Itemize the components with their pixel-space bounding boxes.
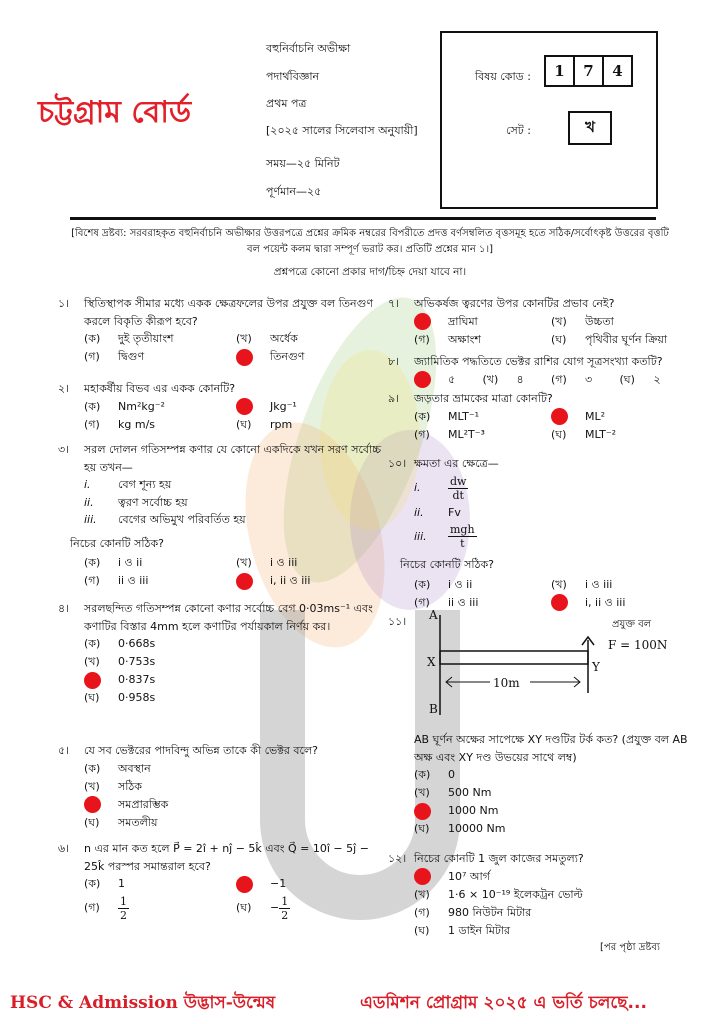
statement-label: ii.	[84, 495, 94, 509]
question-text: জ্যামিতিক পদ্ধতিতে ভেক্টর রাশির যোগ সূত্রসংখ্যা কতটি?	[414, 355, 663, 368]
statement-item	[84, 511, 388, 529]
option[interactable]	[414, 922, 688, 940]
option-correct[interactable]	[84, 796, 388, 814]
notice-no-marks: প্রশ্নপত্রে কোনো প্রকার দাগ/চিহ্ন দেয়া যাবে না।	[273, 266, 467, 278]
question-9	[388, 390, 688, 444]
question-7	[388, 295, 688, 349]
question-8	[388, 353, 688, 389]
option-text: দ্বিগুণ	[118, 350, 145, 364]
option-correct[interactable]	[551, 408, 688, 426]
time: সময়—২৫ মিনিট	[266, 157, 340, 170]
option-label: (খ)	[482, 372, 499, 386]
option-label: (গ)	[414, 595, 430, 609]
question-text: সরল দোলন গতিসম্পন্ন কণার যে কোনো একদিকে যখন সরণ সর্বোচ্চ হয় তখন—	[84, 443, 382, 474]
label-y: Y	[592, 660, 600, 674]
option-label: (খ)	[236, 556, 252, 570]
question-6	[58, 840, 388, 923]
option[interactable]	[84, 689, 388, 707]
option[interactable]	[551, 371, 620, 389]
option-text: 0	[448, 768, 455, 782]
question-text: স্থিতিস্থাপক সীমার মধ্যে একক ক্ষেত্রফলের উপর প্রযুক্ত বল তিনগুণ করলে বিকৃতি কীরূপ হবে?	[84, 297, 374, 328]
options	[58, 875, 388, 923]
options	[388, 313, 688, 349]
question-text: সরলছন্দিত গতিসম্পন্ন কোনো কণার সর্বোচ্চ বেগ 0·03ms⁻¹ এবং কণাটির বিস্তার 4mm হলে কণাটির পর্যায়কাল নির্ণয় কর।	[84, 602, 373, 633]
option-label: (ক)	[84, 556, 101, 570]
option-text: বেগের অভিমুখ পরিবর্তিত হয়	[118, 513, 246, 526]
fraction-sign: −	[270, 901, 280, 915]
option[interactable]	[84, 760, 388, 778]
statement-item	[414, 523, 688, 550]
option-label: (গ)	[551, 372, 567, 386]
option-text: i ও ii	[118, 556, 143, 570]
statement-item	[84, 494, 388, 512]
question-header	[58, 295, 388, 330]
option[interactable]	[84, 330, 236, 348]
option-text: Nm²kg⁻²	[118, 399, 165, 413]
set-label: সেট :	[506, 124, 531, 137]
option[interactable]	[414, 331, 551, 349]
option-label: (ক)	[84, 399, 101, 413]
numerator: 1	[120, 894, 127, 908]
numerator: mgh	[450, 523, 475, 536]
answer-filled-circle-icon	[236, 349, 253, 366]
option-label: (ক)	[84, 332, 101, 346]
option[interactable]	[84, 814, 388, 832]
question-3	[58, 441, 388, 590]
answer-filled-circle-icon	[236, 876, 253, 893]
option-text: ৩	[585, 372, 593, 386]
option[interactable]	[84, 635, 388, 653]
answer-filled-circle-icon	[236, 573, 253, 590]
subject-code	[546, 55, 633, 87]
answer-filled-circle-icon	[414, 371, 431, 388]
option[interactable]	[414, 784, 688, 802]
denominator: t	[460, 537, 465, 550]
option-label: (ক)	[84, 761, 101, 775]
question-number: ১২।	[388, 852, 407, 865]
option-label: (গ)	[84, 901, 100, 915]
option-correct[interactable]	[236, 875, 388, 893]
option-text: 1 ডাইন মিটার	[448, 923, 511, 937]
numerator: dw	[450, 474, 467, 488]
question-text: n এর মান কত হলে P⃗ = 2î + nĵ − 5k̂ এবং Q⃗ = 10î − 5ĵ − 25k̂ পরস্পর সমান্তরাল হবে?	[84, 842, 369, 873]
statement-label: ii.	[414, 505, 424, 519]
fraction	[118, 895, 129, 922]
answer-filled-circle-icon	[84, 796, 101, 813]
option[interactable]	[551, 331, 688, 349]
exam-type: বহুনির্বাচনি অভীক্ষা	[266, 42, 351, 55]
option-label: (খ)	[551, 314, 567, 328]
option-correct[interactable]	[236, 398, 388, 416]
option-text: ML²	[585, 409, 606, 423]
question-number: ১০।	[388, 457, 407, 470]
option-text: 0·837s	[118, 673, 156, 687]
option[interactable]	[414, 576, 551, 594]
option-text: i, ii ও iii	[585, 595, 626, 609]
denominator: 2	[120, 908, 127, 922]
option-label: (ঘ)	[414, 822, 430, 836]
option-text: তিনগুণ	[270, 350, 305, 364]
option-text: 0·958s	[118, 691, 156, 705]
options	[58, 398, 388, 434]
option[interactable]	[84, 554, 236, 572]
option-text: 0·753s	[118, 655, 156, 669]
paper: প্রথম পত্র	[266, 97, 307, 110]
option-label: (ক)	[414, 409, 431, 423]
option-correct[interactable]	[236, 348, 388, 366]
option-label: (ঘ)	[414, 923, 430, 937]
question-number: ৩।	[58, 443, 70, 456]
statement-item	[414, 504, 688, 522]
question-2	[58, 380, 388, 434]
option-text: 1000 Nm	[448, 804, 499, 818]
label-length: 10m	[493, 676, 520, 690]
option-text: 980 নিউটন মিটার	[448, 905, 532, 919]
code-box	[440, 31, 658, 209]
subject-code-label: বিষয় কোড :	[475, 70, 531, 83]
question-header	[58, 600, 388, 635]
option-text: দ্রাঘিমা	[448, 314, 478, 328]
question-text: ক্ষমতা এর ক্ষেত্রে—	[414, 457, 499, 470]
option-text: ML²T⁻³	[448, 427, 485, 441]
option[interactable]	[84, 875, 236, 893]
board-title: চট্টগ্রাম বোর্ড	[38, 95, 192, 130]
option-text: সমতলীয়	[118, 815, 158, 829]
option-text: ৪	[516, 372, 524, 386]
option-text: 10⁷ আর্গ	[448, 869, 490, 883]
option[interactable]	[84, 653, 388, 671]
option-text: i ও iii	[585, 577, 613, 591]
question-number: ৯।	[388, 392, 400, 405]
option-label: (গ)	[414, 905, 430, 919]
special-notice: [বিশেষ দ্রষ্টব্য: সরবরাহকৃত বহুনির্বাচনি অভীক্ষার উত্তরপত্রে প্রশ্নের ক্রমিক নম্বরের বিপরীতে প্রদত্ত বর্ণসম্বলিত বৃত্তসমূহ হতে সঠিক/সর্বোৎকৃষ্ট উত্তরের বৃত্তটি বল পয়েন্ট কলম দ্বারা সম্পূর্ণ ভরাট কর। প্রতিটি প্রশ্নের মান ১।]	[71, 228, 669, 255]
option[interactable]	[551, 576, 688, 594]
next-page-note: [পর পৃষ্ঠা দ্রষ্টব্য	[600, 942, 660, 953]
option-label: (ঘ)	[619, 372, 635, 386]
option-text: ৫	[448, 372, 456, 386]
option-label: (খ)	[414, 887, 430, 901]
option-text: সঠিক	[118, 779, 142, 793]
answer-filled-circle-icon	[414, 868, 431, 885]
option-text: MLT⁻²	[585, 427, 617, 441]
option-label: (খ)	[84, 655, 100, 669]
option-text: দুই তৃতীয়াংশ	[118, 332, 174, 346]
option-label: (ঘ)	[236, 417, 252, 431]
question-header	[388, 353, 688, 371]
footer-right: এডমিশন প্রোগ্রাম ২০২৫ এ ভর্তি চলছে...	[360, 993, 647, 1013]
option-label: (ঘ)	[84, 815, 100, 829]
option[interactable]	[483, 371, 552, 389]
question-text: অভিকর্ষজ ত্বরণের উপর কোনটির প্রভাব নেই?	[414, 297, 615, 310]
question-header	[58, 840, 388, 875]
option-label: (খ)	[236, 332, 252, 346]
torque-diagram	[420, 605, 700, 725]
option[interactable]	[236, 554, 388, 572]
question-header	[58, 380, 388, 398]
option-text: 0·668s	[118, 637, 156, 651]
option-correct[interactable]	[414, 313, 551, 331]
option-label: (খ)	[414, 786, 430, 800]
option-text: Jkg⁻¹	[270, 399, 297, 413]
question-text: জড়তার ভ্রামকের মাত্রা কোনটি?	[414, 392, 553, 405]
option[interactable]	[551, 426, 688, 444]
fraction	[448, 523, 477, 550]
option[interactable]	[84, 572, 236, 590]
option[interactable]	[551, 313, 688, 331]
option-text: পৃথিবীর ঘূর্ণন ক্রিয়া	[585, 332, 668, 346]
option[interactable]	[414, 408, 551, 426]
option[interactable]	[84, 348, 236, 366]
options	[388, 408, 688, 444]
option-correct[interactable]	[414, 868, 688, 886]
label-x: X	[427, 655, 436, 669]
option-text: উচ্চতা	[585, 314, 614, 328]
option-label: (গ)	[414, 332, 430, 346]
options	[388, 766, 688, 838]
option[interactable]	[236, 893, 388, 923]
option[interactable]	[414, 426, 551, 444]
option-text: ii ও iii	[448, 595, 479, 609]
prompt: নিচের কোনটি সঠিক?	[400, 558, 494, 571]
option-correct[interactable]	[414, 371, 483, 389]
question-text: AB ঘূর্ণন অক্ষের সাপেক্ষে XY দণ্ডটির টর্ক কত? (প্রযুক্ত বল AB অক্ষ এবং XY দণ্ড উভয়ের সাথে লম্ব)	[414, 733, 688, 764]
label-b: B	[429, 702, 438, 716]
option-label: (গ)	[414, 427, 430, 441]
option-text: ২	[653, 372, 661, 386]
option-text: ত্বরণ সর্বোচ্চ হয়	[118, 495, 188, 509]
question-header	[388, 390, 688, 408]
statement-item	[84, 476, 388, 494]
question-12	[388, 850, 688, 940]
denominator: 2	[281, 908, 289, 922]
option-text: বেগ শূন্য হয়	[118, 478, 172, 491]
question-header	[388, 295, 688, 313]
option-text: kg m/s	[118, 417, 156, 431]
option-correct[interactable]	[236, 572, 388, 590]
full-marks: পূর্ণমান—২৫	[266, 185, 322, 198]
statement-list	[58, 476, 388, 529]
question-text: নিচের কোনটি 1 জুল কাজের সমতুল্য?	[414, 852, 584, 865]
footer-left: HSC & Admission উদ্ভাস-উন্মেষ	[10, 993, 276, 1013]
question-number: ২।	[58, 382, 70, 395]
question-header	[58, 441, 388, 476]
option-text: 1·6 × 10⁻¹⁹ ইলেকট্রন ভোল্ট	[448, 887, 583, 901]
answer-filled-circle-icon	[84, 672, 101, 689]
option-text: rpm	[270, 417, 293, 431]
statement-label: iii.	[414, 529, 427, 543]
option-label: (গ)	[84, 574, 100, 588]
option-label: (ক)	[414, 768, 431, 782]
option-text: i ও ii	[448, 577, 473, 591]
option-text: MLT⁻¹	[448, 409, 480, 423]
set-value: খ	[568, 111, 612, 145]
fraction	[279, 895, 290, 922]
question-number: ৫।	[58, 744, 70, 757]
option-correct[interactable]	[84, 671, 388, 689]
option-label: (গ)	[84, 417, 100, 431]
option-label: (ক)	[84, 637, 101, 651]
option-label: (ক)	[84, 877, 101, 891]
statement-label: i.	[84, 478, 91, 491]
option-text: 1	[118, 877, 125, 891]
question-number: ৮।	[388, 355, 400, 368]
statement-label: i.	[414, 481, 421, 494]
option[interactable]	[236, 416, 388, 434]
answer-filled-circle-icon	[551, 408, 568, 425]
question-number: ৪।	[58, 602, 70, 615]
label-force: F = 100N	[608, 638, 668, 652]
options	[58, 760, 388, 832]
option-label: (খ)	[84, 779, 100, 793]
question-4	[58, 600, 388, 707]
options	[388, 371, 688, 389]
option-text: 500 Nm	[448, 786, 492, 800]
option-label: (ঘ)	[84, 691, 100, 705]
options	[388, 868, 688, 940]
option-text: সমপ্রারম্ভিক	[118, 797, 169, 811]
question-header	[388, 455, 688, 473]
prompt: নিচের কোনটি সঠিক?	[70, 536, 164, 550]
option-text: অক্ষাংশ	[448, 332, 481, 346]
option-text: −1	[270, 877, 287, 891]
option[interactable]	[620, 371, 689, 389]
subject: পদার্থবিজ্ঞান	[266, 70, 320, 83]
code-digit: 4	[602, 55, 633, 87]
question-5	[58, 742, 388, 832]
option[interactable]	[414, 886, 688, 904]
question-text: মহাকর্ষীয় বিভব এর একক কোনটি?	[84, 382, 236, 395]
question-number: ৭।	[388, 297, 400, 310]
answer-filled-circle-icon	[414, 803, 431, 820]
option-text: অবস্থান	[118, 761, 151, 775]
option-label: (ঘ)	[236, 901, 252, 915]
option[interactable]	[414, 766, 688, 784]
question-header	[388, 850, 688, 868]
code-digit: 1	[544, 55, 575, 87]
option-text: 10000 Nm	[448, 822, 506, 836]
divider	[70, 217, 656, 220]
code-digit: 7	[573, 55, 604, 87]
options	[58, 554, 388, 590]
question-number: ১১।	[388, 615, 407, 628]
syllabus: [২০২৫ সালের সিলেবাস অনুযায়ী]	[266, 124, 418, 137]
options	[58, 635, 388, 707]
option[interactable]	[414, 904, 688, 922]
statement-list	[388, 475, 688, 551]
option-label: (ক)	[414, 577, 431, 591]
numerator: 1	[281, 894, 289, 908]
option-label: (ঘ)	[551, 427, 567, 441]
option[interactable]	[84, 893, 236, 923]
answer-filled-circle-icon	[414, 313, 431, 330]
option-text: i, ii ও iii	[270, 574, 311, 588]
option-text: i ও iii	[270, 556, 298, 570]
label-applied-force: প্রযুক্ত বল	[612, 619, 652, 630]
question-number: ৬।	[58, 842, 70, 855]
option[interactable]	[84, 398, 236, 416]
label-a: A	[429, 608, 438, 622]
option-text: অর্ধেক	[270, 332, 298, 346]
rod-xy	[440, 651, 588, 664]
statement-label: iii.	[84, 513, 97, 526]
answer-filled-circle-icon	[236, 398, 253, 415]
option-text: Fv	[448, 505, 461, 519]
statement-item	[414, 475, 688, 502]
option-label: (গ)	[84, 350, 100, 364]
question-1	[58, 295, 388, 366]
denominator: dt	[452, 488, 464, 502]
fraction	[448, 475, 468, 502]
option-label: (খ)	[551, 577, 567, 591]
option[interactable]	[414, 820, 688, 838]
option[interactable]	[84, 416, 236, 434]
options	[58, 330, 388, 366]
option-label: (ঘ)	[551, 332, 567, 346]
question-10	[388, 455, 688, 612]
option[interactable]	[236, 330, 388, 348]
question-header	[58, 742, 388, 760]
question-text: যে সব ভেক্টরের পাদবিন্দু অভিন্ন তাকে কী ভেক্টর বলে?	[84, 744, 318, 757]
option-text: ii ও iii	[118, 574, 149, 588]
option-correct[interactable]	[414, 802, 688, 820]
question-number: ১।	[58, 297, 70, 310]
option[interactable]	[84, 778, 388, 796]
